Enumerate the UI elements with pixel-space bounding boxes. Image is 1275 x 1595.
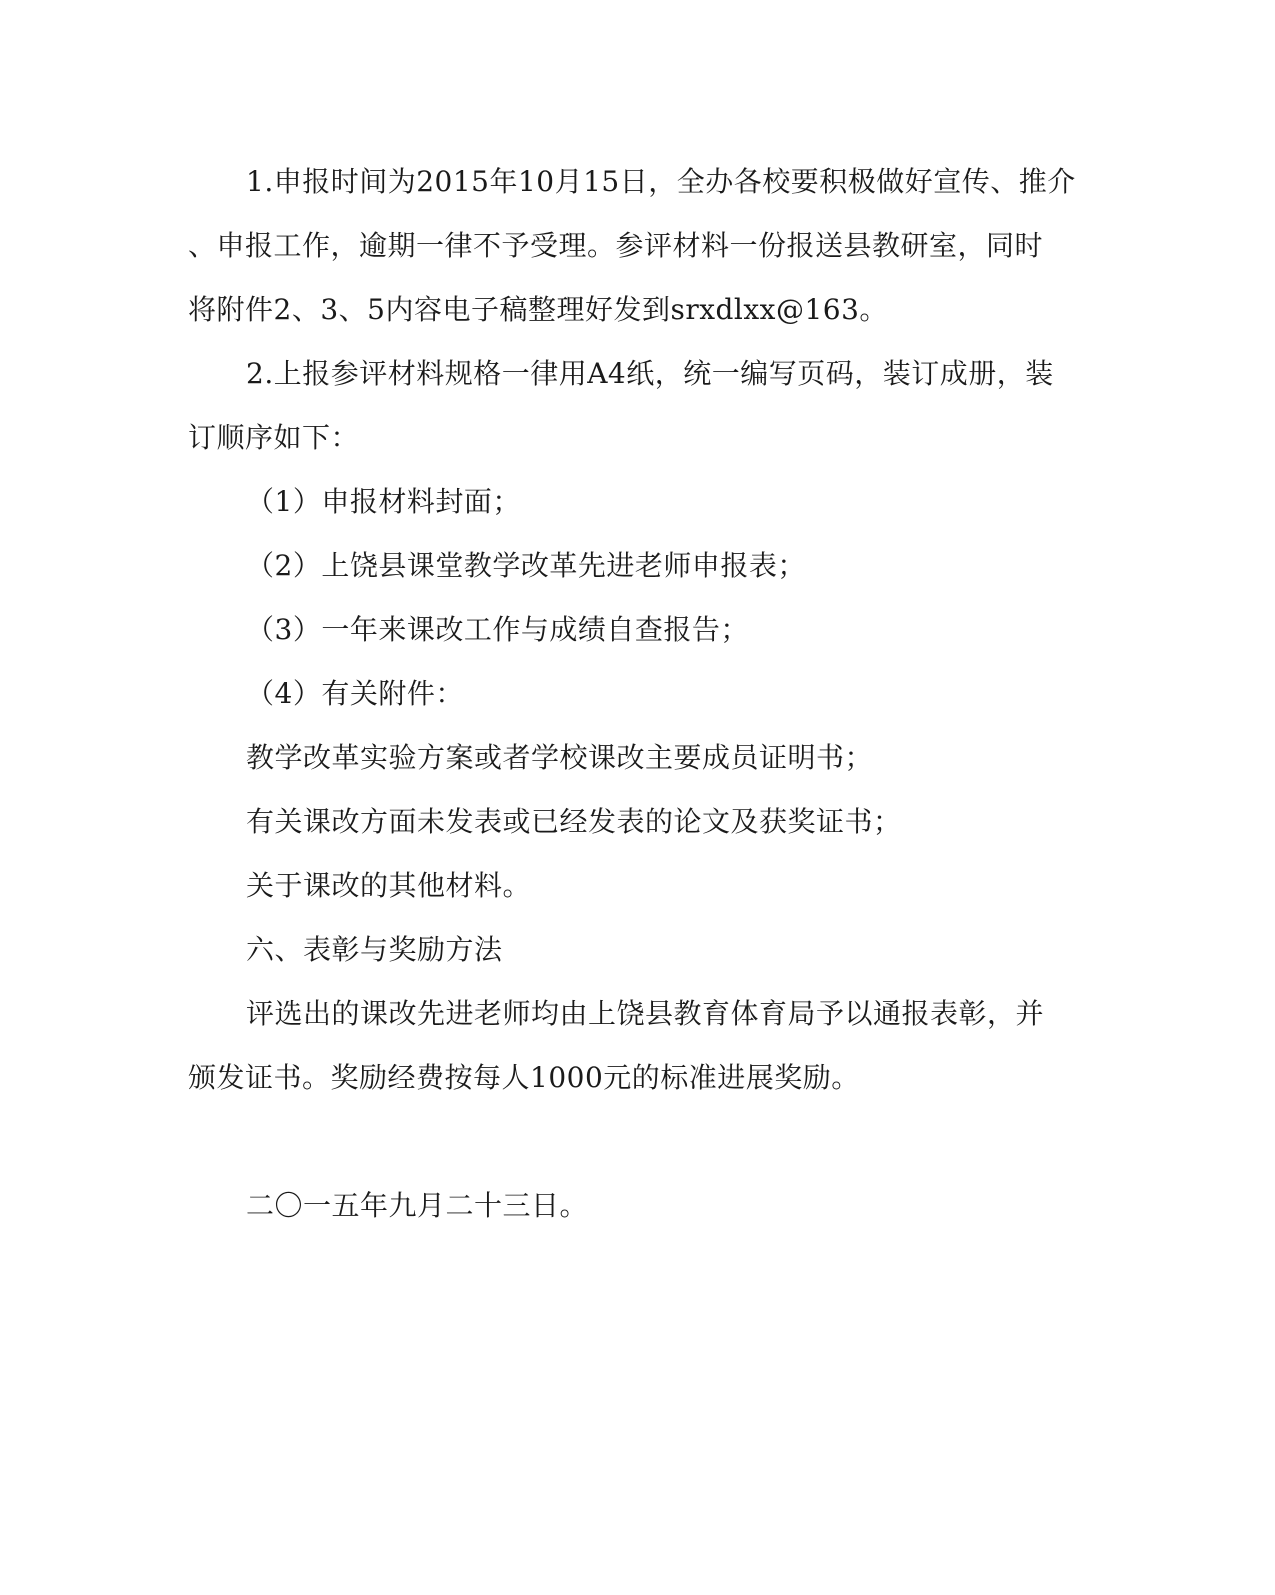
paragraph-1-line-1: 1.申报时间为2015年10月15日，全办各校要积极做好宣传、推介 xyxy=(246,165,1076,198)
section-heading: 六、表彰与奖励方法 xyxy=(246,933,503,966)
attachment-item-1: 教学改革实验方案或者学校课改主要成员证明书； xyxy=(246,741,874,774)
paragraph-3-line-2: 颁发证书。奖励经费按每人1000元的标准进展奖励。 xyxy=(188,1061,860,1094)
list-item-4: （4）有关附件： xyxy=(246,677,464,710)
list-item-1: （1）申报材料封面； xyxy=(246,485,521,518)
paragraph-1-line-2: 、申报工作，逾期一律不予受理。参评材料一份报送县教研室，同时 xyxy=(188,229,1044,262)
paragraph-3-line-1: 评选出的课改先进老师均由上饶县教育体育局予以通报表彰，并 xyxy=(246,997,1045,1030)
list-item-3: （3）一年来课改工作与成绩自查报告； xyxy=(246,613,749,646)
paragraph-2-line-2: 订顺序如下： xyxy=(188,421,360,454)
attachment-item-2: 有关课改方面未发表或已经发表的论文及获奖证书； xyxy=(246,805,902,838)
paragraph-2-line-1: 2.上报参评材料规格一律用A4纸，统一编写页码，装订成册，装 xyxy=(246,357,1054,390)
list-item-2: （2）上饶县课堂教学改革先进老师申报表； xyxy=(246,549,806,582)
paragraph-1-line-3: 将附件2、3、5内容电子稿整理好发到srxdlxx@163。 xyxy=(188,293,888,326)
document-date: 二〇一五年九月二十三日。 xyxy=(246,1189,589,1222)
attachment-item-3: 关于课改的其他材料。 xyxy=(246,869,532,902)
